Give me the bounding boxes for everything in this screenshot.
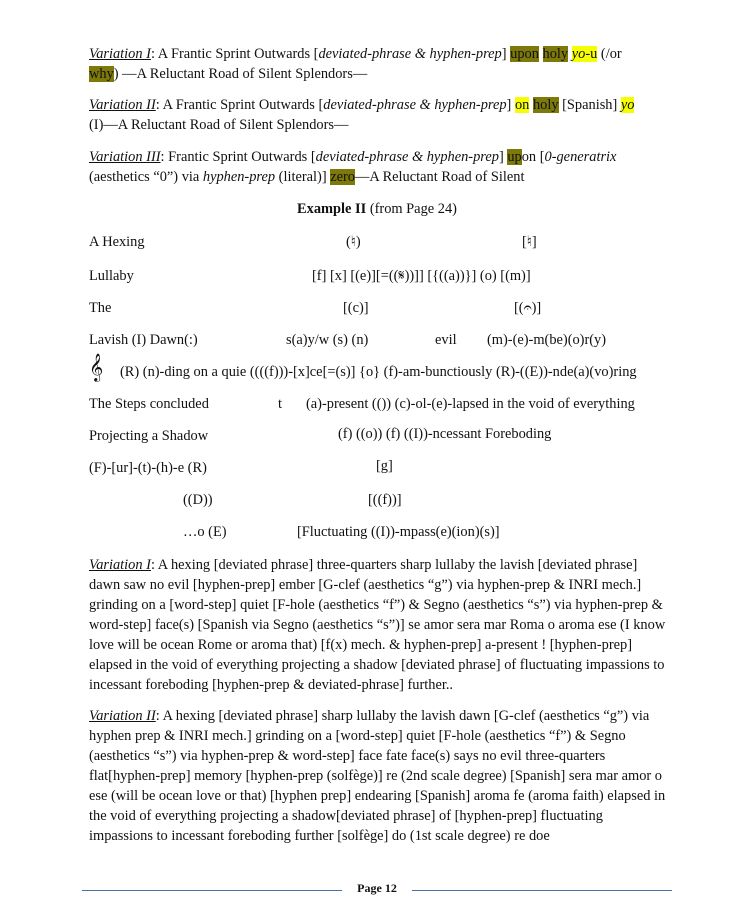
g-clef-icon: 𝄞 [89,355,104,381]
poem-line: (a)-present (()) (c)-ol-(e)-lapsed in the void of everything [306,396,635,412]
poem-line: [Fluctuating ((I))-mpass(e)(ion)(s)] [297,524,500,540]
poem-line: (R) (n)-ding on a quie ((((f)))-[x]ce[=(s)] {o} (f)-am-bunctiously (R)-((E))-nde(a)(vo)ring [120,364,637,380]
poem-line-label: The Steps concluded [89,396,209,412]
poem-mark: ((D)) [183,492,213,508]
poem-mark: [(𝄐)] [514,300,542,316]
poem-line-label: Projecting a Shadow [89,428,209,444]
poem-line: (f) ((o)) (f) ((I))-ncessant Foreboding [338,426,552,442]
poem-mark: [♮] [522,234,537,250]
variation-label: Variation I [89,46,151,62]
example-heading: Example II (from Page 24) [297,201,457,217]
variation-label: Variation III [89,149,161,165]
variation-1-paragraph: Variation I: A Frantic Sprint Outwards [deviated-phrase & hyphen-prep] upon holy yo-u (/or why) —A Reluctant Road of Silent Splendors— [89,46,622,82]
poem-mark: …o (E) [183,524,227,540]
poem-line-label: Lullaby [89,268,134,284]
variation-label: Variation I [89,557,151,573]
poem-mark: t [278,396,282,412]
poem-line-label: Lavish (I) Dawn(:) [89,332,198,348]
poem-line-label: The [89,300,112,316]
poem-mark: (m)-(e)-m(be)(o)r(y) [487,332,607,348]
variation-3-paragraph: Variation III: Frantic Sprint Outwards [deviated-phrase & hyphen-prep] upon [0-generatrix (aesthetics “0”) via hyphen-prep (literal)] zero—A Reluctant Road of Silent [89,149,617,185]
poem-mark: [g] [376,458,393,474]
variation-label: Variation II [89,708,156,724]
variation-label: Variation II [89,97,156,113]
poem-mark: s(a)y/w (s) (n) [286,332,369,348]
poem-mark: evil [435,332,457,348]
variation-2-paragraph: Variation II: A Frantic Sprint Outwards [deviated-phrase & hyphen-prep] on holy [Spanish] yo (I)—A Reluctant Road of Silent Splendors— [89,97,635,133]
poem-line-label: (F)-[ur]-(t)-(h)-e (R) [89,460,207,476]
poem-mark: (♮) [346,234,361,250]
footer-rule-right [412,890,672,891]
variation-2b-paragraph: Variation II: A hexing [deviated phrase] sharp lullaby the lavish dawn [G-clef (aesthetics “g”) via hyphen prep & INRI mech.] grinding on a [word-step] quiet [F-hole (aesthetics “f”) & Segno (aesthetics “s”) via hyphen-prep & word-step] face fate face(s) says no evil three-quarters flat[hyphen-prep] memory [hyphen-prep (solfège)] re (2nd scale degree) [Spanish] sera mar amor o ese (will be ocean love or that) [hyphen prep] endearing [Spanish] aroma fe (aroma faith) elapsed in the void of everything projecting a shadow[deviated phrase] of [hyphen-prep] fluctuating impassions to incessant foreboding further [solfège] do (1st scale degree) re doe [89,708,666,844]
poem-mark: [f] [x] [(e)][=((𝄋))]] [{((a))}] (o) [(m)] [312,268,531,284]
poem-mark: [(c)] [343,300,369,316]
poem-line-label: A Hexing [89,234,145,250]
variation-1b-paragraph: Variation I: A hexing [deviated phrase] three-quarters sharp lullaby the lavish [deviated phrase] dawn saw no evil [hyphen-prep] ember [G-clef (aesthetics “g”) via hyphen-prep & INRI mech.] grinding on a [word-step] quiet [F-hole (aesthetics “f”) & Segno (aesthetics “s”) via hyphen-prep & word-step] face(s) [Spanish via Segno (aesthetics “s”)] se amor sera mar Roma o aroma ese (I know love will be ocean Rome or aroma that) [f(x) mech. & hyphen-prep] a-present ! [hyphen-prep] elapsed in the void of everything projecting a shadow [deviated phrase] of fluctuating impassions to incessant foreboding [hyphen-prep & deviated-phrase] further.. [89,557,666,693]
poem-mark: [((f))] [368,492,402,508]
page-number: Page 12 [357,881,397,895]
